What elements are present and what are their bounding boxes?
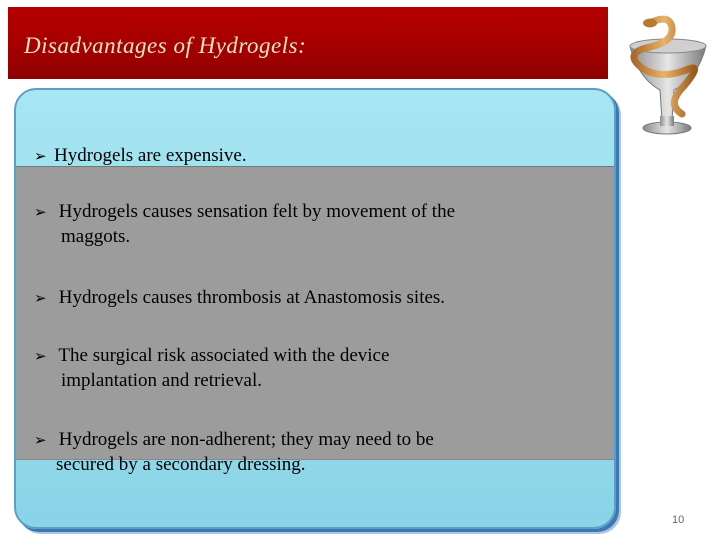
arrow-bullet-icon: ➢ [34,349,47,365]
bullet-item-2 [34,200,594,249]
arrow-bullet-icon: ➢ [34,205,47,221]
title-bar [8,7,608,79]
bullet-text-continued: secured by a secondary dressing. [56,454,306,475]
bullet-item-5 [34,428,594,477]
bullet-text: The surgical risk associated with the device [54,345,390,366]
content-panel [14,88,616,529]
arrow-bullet-icon: ➢ [34,433,47,449]
caduceus-chalice-icon [612,8,724,148]
bullet-item-3 [34,286,594,311]
bullet-text: Hydrogels are non-adherent; they may need to be [54,429,434,450]
slide-title: Disadvantages of Hydrogels: [24,33,307,58]
bullet-text: Hydrogels are expensive. [54,145,247,166]
bullet-text: Hydrogels causes thrombosis at Anastomosis sites. [54,287,446,308]
arrow-bullet-icon: ➢ [34,149,47,165]
arrow-bullet-icon: ➢ [34,291,47,307]
bullet-text-continued: maggots. [61,226,131,247]
bullet-item-1 [34,144,594,169]
bullet-item-4 [34,344,594,393]
bullet-text-continued: implantation and retrieval. [61,370,263,391]
page-number: 10 [672,514,685,526]
bullet-text: Hydrogels causes sensation felt by movement of the [54,201,456,222]
